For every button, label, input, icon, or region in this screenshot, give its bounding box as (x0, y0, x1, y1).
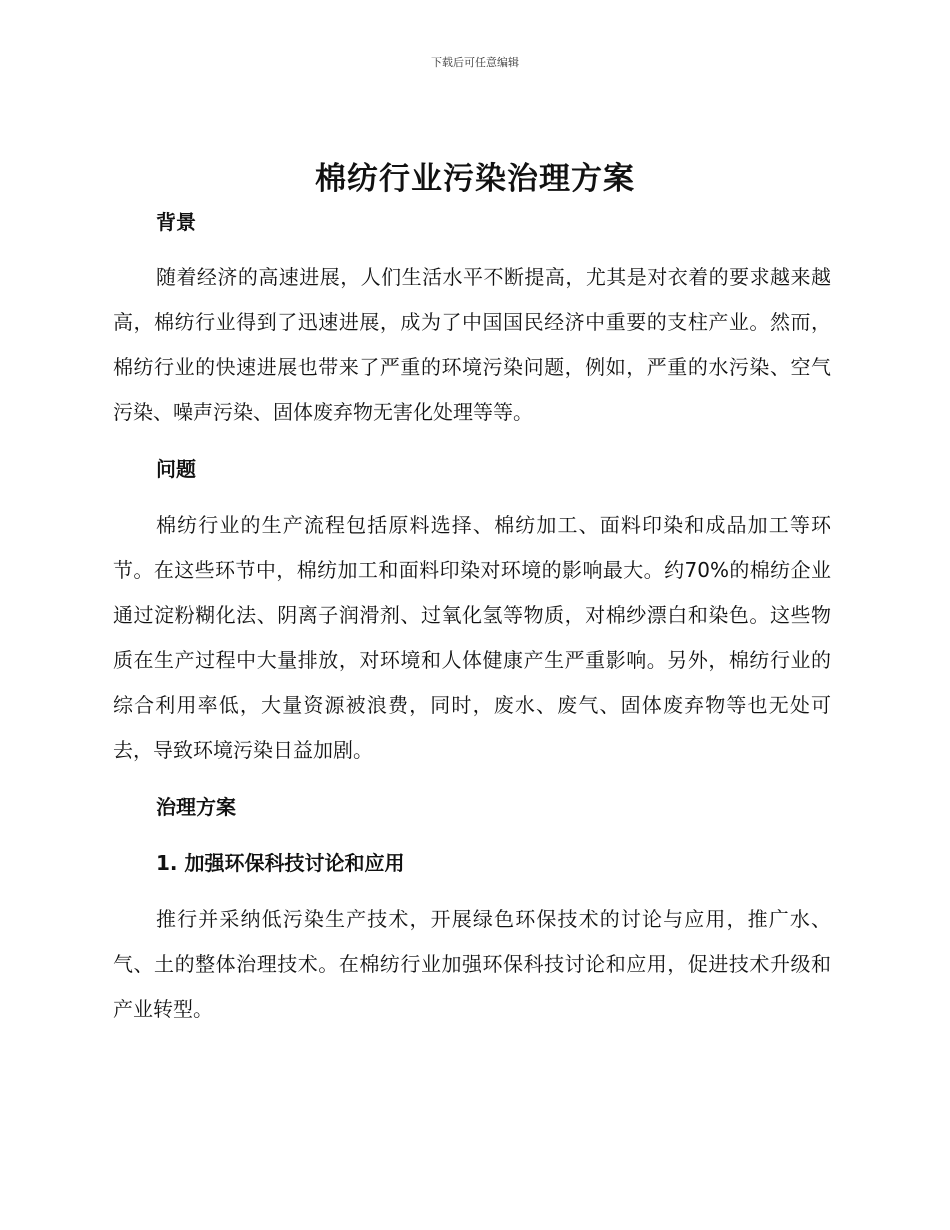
section-heading-background: 背景 (156, 210, 196, 234)
paragraph-background: 随着经济的高速进展，人们生活水平不断提高，尤其是对衣着的要求越来越高，棉纺行业得到了迅速进展，成为了中国国民经济中重要的支柱产业。然而，棉纺行业的快速进展也带来了严重的环境污染问题，例如，严重的水污染、空气污染、噪声污染、固体废弃物无害化处理等等。 (113, 265, 831, 424)
section-heading-problem: 问题 (156, 457, 196, 481)
section-heading-solution: 治理方案 (156, 795, 236, 819)
paragraph-tech: 推行并采纳低污染生产技术，开展绿色环保技术的讨论与应用，推广水、气、土的整体治理技术。在棉纺行业加强环保科技讨论和应用，促进技术升级和产业转型。 (113, 907, 831, 1021)
subsection-heading-tech: 1. 加强环保科技讨论和应用 (156, 851, 405, 875)
document-title: 棉纺行业污染治理方案 (315, 161, 635, 197)
document-body (113, 200, 831, 1032)
paragraph-problem: 棉纺行业的生产流程包括原料选择、棉纺加工、面料印染和成品加工等环节。在这些环节中，棉纺加工和面料印染对环境的影响最大。约70%的棉纺企业通过淀粉糊化法、阴离子润滑剂、过氧化氢等物质，对棉纱漂白和染色。这些物质在生产过程中大量排放，对环境和人体健康产生严重影响。另外，棉纺行业的综合利用率低，大量资源被浪费，同时，废水、废气、固体废弃物等也无处可去，导致环境污染日益加剧。 (113, 513, 831, 762)
header-note: 下载后可任意编辑 (431, 56, 519, 69)
